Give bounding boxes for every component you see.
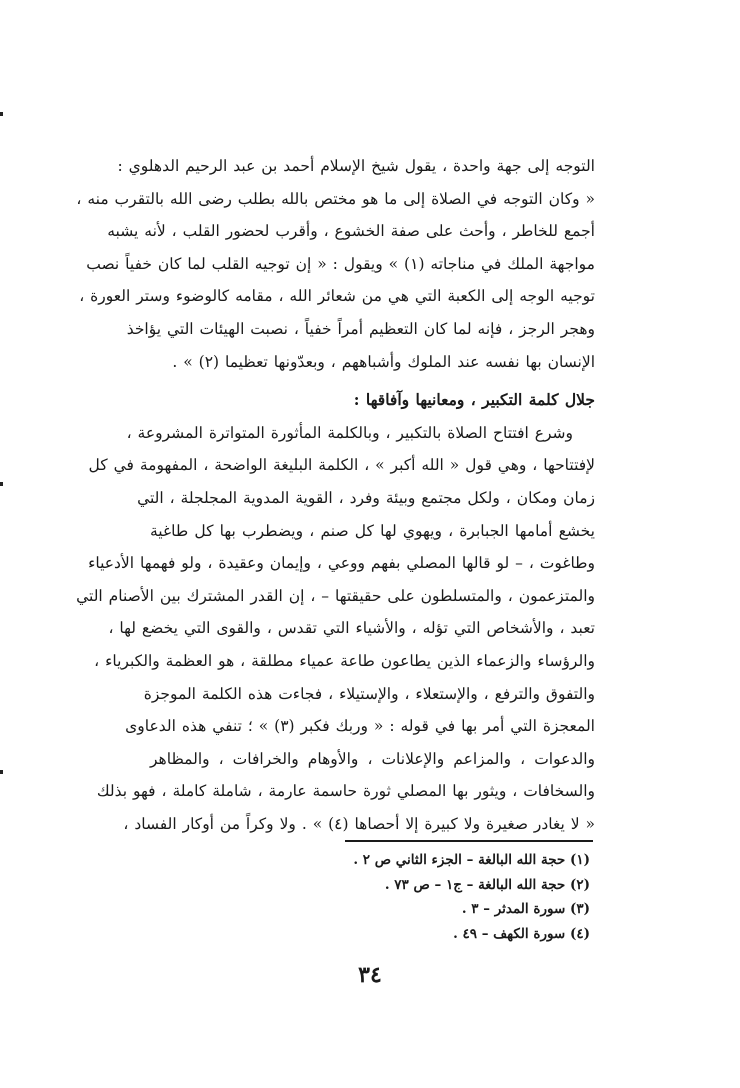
page-number: ٣٤ — [358, 962, 382, 988]
section-heading: جلال كلمة التكبير ، ومعانيها وآفاقها : — [353, 390, 595, 410]
paragraph-line: تعبد ، والأشخاص التي تؤله ، والأشياء التي تقدس ، والقوى التي يخضع لها ، — [108, 619, 595, 638]
footnote: (٢) حجة الله البالغة – ج١ – ص ٧٣ . — [384, 876, 590, 893]
footnote-separator — [345, 840, 593, 842]
body-line: أجمع للخاطر ، وأحث على صفة الخشوع ، وأقرب لحضور القلب ، لأنه يشبه — [107, 222, 595, 241]
paragraph-line: وشرع افتتاح الصلاة بالتكبير ، وبالكلمة المأثورة المتواترة المشروعة ، — [126, 423, 573, 442]
main-text — [76, 150, 595, 840]
body-line: توجيه الوجه إلى الكعبة التي هي من شعائر الله ، مقامه كالوضوء وستر العورة ، — [79, 287, 595, 306]
paragraph-line: المعجزة التي أمر بها في قوله : « وربك فكبر (٣) » ؛ تنفي هذه الدعاوى — [125, 717, 595, 736]
body-line: مواجهة الملك في مناجاته (١) » ويقول : « إن توجيه القلب لما كان خفياً نصب — [86, 254, 595, 273]
paragraph-line: لإفتتاحها ، وهي قول « الله أكبر » ، الكلمة البليغة الواضحة ، المفهومة في كل — [88, 456, 595, 475]
margin-mark-middle — [0, 482, 3, 486]
body-line: التوجه إلى جهة واحدة ، يقول شيخ الإسلام أحمد بن عبد الرحيم الدهلوي : — [117, 157, 595, 175]
footnotes — [300, 848, 590, 946]
footnote: (١) حجة الله البالغة – الجزء الثاني ص ٢ . — [353, 852, 590, 868]
paragraph-line: والتفوق والترفع ، والإستعلاء ، والإستيلاء ، فجاءت هذه الكلمة الموجزة — [143, 684, 595, 703]
footnote: (٣) سورة المدثر – ٣ . — [461, 901, 590, 917]
body-line: وهجر الرجز ، فإنه لما كان التعظيم أمراً خفياً ، نصبت الهيئات التي يؤاخذ — [126, 319, 595, 338]
margin-mark-top — [0, 112, 3, 116]
paragraph-line: والدعوات ، والمزاعم والإعلانات ، والأوهام والخرافات ، والمظاهر — [150, 749, 595, 768]
paragraph-line: والسخافات ، ويثور بها المصلي ثورة حاسمة عارمة ، شاملة كاملة ، فهو بذلك — [96, 782, 595, 801]
body-line: الإنسان بها نفسه عند الملوك وأشباههم ، وبعدّونها تعظيما (٢) » . — [172, 352, 595, 371]
paragraph-line: والمتزعمون ، والمتسلطون على حقيقتها – ، إن القدر المشترك بين الأصنام التي — [76, 586, 595, 605]
paragraph-line: « لا يغادر صغيرة ولا كبيرة إلا أحصاها (٤) » . ولا وكراً من أوكار الفساد ، — [123, 814, 595, 833]
footnote: (٤) سورة الكهف – ٤٩ . — [453, 925, 590, 942]
paragraph-line: والرؤساء والزعماء الذين يطاعون طاعة عمياء مطلقة ، هو العظمة والكبرياء ، — [94, 651, 595, 670]
paragraph-line: يخشع أمامها الجبابرة ، ويهوي لها كل صنم ، ويضطرب بها كل طاغية — [150, 521, 595, 540]
body-line: « وكان التوجه في الصلاة إلى ما هو مختص بالله بطلب رضى الله بالتقرب منه ، — [76, 189, 595, 208]
paragraph-line: وطاغوت ، – لو قالها المصلي بفهم ووعي ، وإيمان وعقيدة ، ولو فهمها الأدعياء — [88, 554, 595, 573]
paragraph-line: زمان ومكان ، ولكل مجتمع وبيئة وفرد ، القوية المدوية المجلجلة ، التي — [137, 488, 595, 507]
margin-mark-bottom — [0, 770, 3, 774]
